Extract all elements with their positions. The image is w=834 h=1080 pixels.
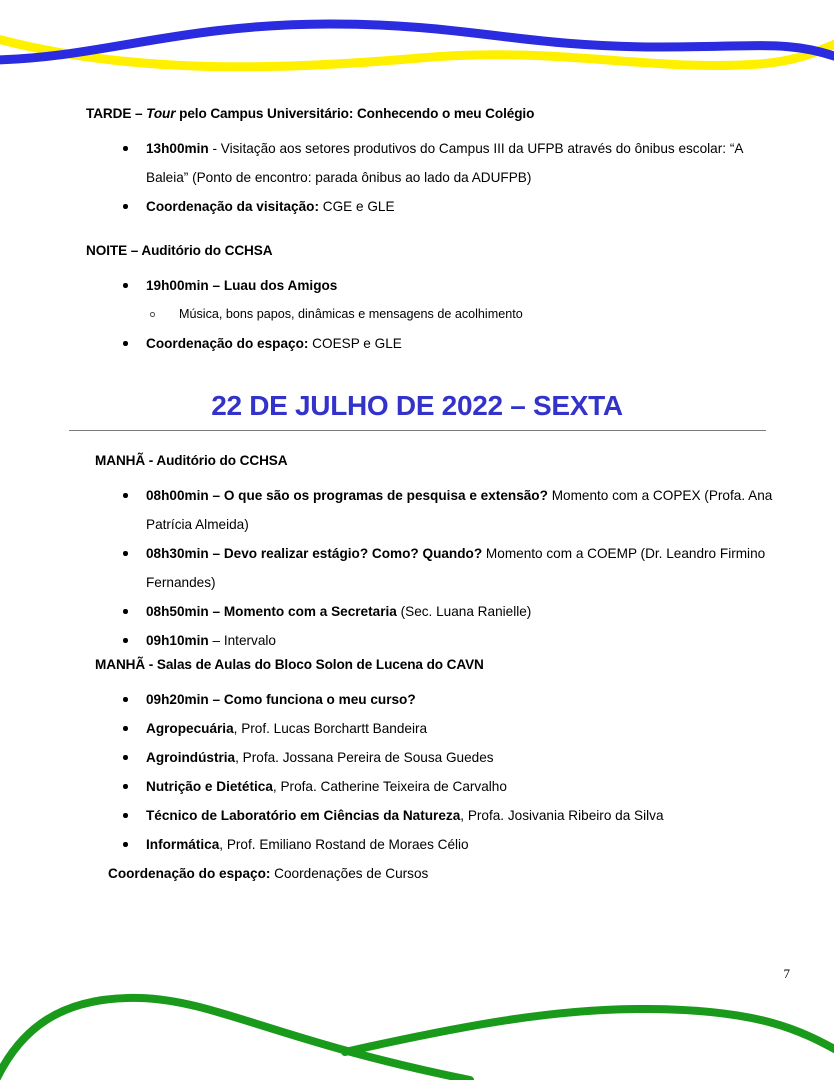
tarde-items-list [0,134,834,221]
item-text: , Prof. Lucas Borchartt Bandeira [233,721,428,736]
section-heading-manha-salas: MANHÃ - Salas de Aulas do Bloco Solon de Lucena do CAVN [95,657,484,672]
item-text: - Visitação aos setores produtivos do Campus III da UFPB através do ônibus escolar: “A Baleia” (Ponto de encontro: parada ônibus ao lado da ADUFPB) [146,141,743,185]
item-bold-label: Agropecuária [146,721,234,736]
manha-auditorio-items-list [0,481,834,655]
item-text: , Profa. Catherine Teixeira de Carvalho [272,779,507,794]
tarde-heading-post: pelo Campus Universitário: Conhecendo o meu Colégio [175,106,535,121]
spacer [0,358,834,388]
list-item [0,626,834,655]
noite-items-list [0,271,834,300]
item-bold-label: Informática [146,837,220,852]
section-heading-tarde [0,104,834,123]
item-bold-label: 09h20min – Como funciona o meu curso? [146,692,416,707]
list-item [0,743,834,772]
spacer [0,221,834,241]
item-bold-label: 09h10min [146,633,209,648]
list-item [0,134,834,192]
item-bold-label: Técnico de Laboratório em Ciências da Natureza [146,808,461,823]
item-bold-label: 08h50min – Momento com a Secretaria [146,604,397,619]
item-bold-label: Coordenação do espaço: [146,336,309,351]
list-item [0,271,834,300]
item-text: , Prof. Emiliano Rostand de Moraes Célio [219,837,469,852]
list-item [0,192,834,221]
spacer [0,674,834,685]
header-wave-blue [0,24,834,60]
item-text: – Intervalo [208,633,276,648]
list-item [0,830,834,859]
footer-wave-green-right [345,1009,834,1052]
header-wave-graphic [0,0,834,100]
list-item [0,539,834,597]
list-item [0,801,834,830]
item-text: Momento com a COEMP (Dr. Leandro Firmino Fernandes) [146,546,766,590]
header-wave-yellow [0,38,834,67]
item-text: (Sec. Luana Ranielle) [396,604,532,619]
item-text: CGE e GLE [319,199,395,214]
item-text: COESP e GLE [308,336,402,351]
footer-wave-graphic [0,960,834,1080]
tarde-heading-emphasis: Tour [146,106,176,121]
tarde-heading-pre: TARDE – [86,106,147,121]
document-content [0,104,834,888]
list-item [0,714,834,743]
item-bold-label: Agroindústria [146,750,236,765]
day-title-heading: 22 DE JULHO DE 2022 – SEXTA [211,390,623,421]
section-heading-noite: NOITE – Auditório do CCHSA [86,243,273,258]
manha-salas-items-list [0,685,834,859]
list-item [0,329,834,358]
final-line-text: Coordenações de Cursos [270,866,429,881]
item-bold-label: 08h30min – Devo realizar estágio? Como? Quando? [146,546,483,561]
list-item [0,597,834,626]
item-bold-label: 08h00min – O que são os programas de pesquisa e extensão? [146,488,548,503]
noite-coordination-list [0,329,834,358]
item-bold-label: Nutrição e Dietética [146,779,273,794]
list-item [0,685,834,714]
item-text: , Profa. Josivania Ribeiro da Silva [460,808,664,823]
item-text: , Profa. Jossana Pereira de Sousa Guedes [235,750,494,765]
page-number: 7 [783,966,790,981]
spacer [0,260,834,271]
item-bold-label: Coordenação da visitação: [146,199,319,214]
item-text: Momento com a COPEX (Profa. Ana Patrícia Almeida) [146,488,773,532]
footer-wave-green-left [0,998,470,1080]
item-bold-label: 13h00min [146,141,209,156]
list-item [0,481,834,539]
list-item [0,772,834,801]
spacer [0,123,834,134]
coordination-final-line [0,859,834,888]
noite-subitems-list [0,300,834,329]
sub-list-item: Música, bons papos, dinâmicas e mensagens de acolhimento [0,300,834,329]
final-line-bold-label: Coordenação do espaço: [108,866,271,881]
spacer [0,470,834,481]
spacer [0,431,834,451]
section-heading-manha-auditorio: MANHÃ - Auditório do CCHSA [95,453,288,468]
item-bold-label: 19h00min – Luau dos Amigos [146,278,338,293]
